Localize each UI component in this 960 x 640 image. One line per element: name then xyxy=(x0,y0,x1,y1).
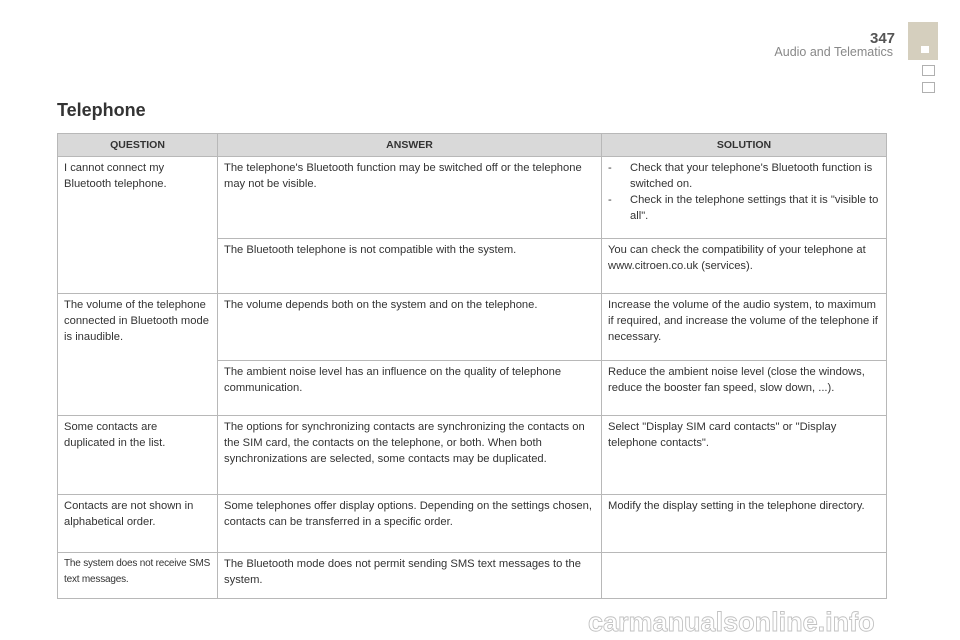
faq-table xyxy=(57,133,887,599)
watermark-text: carmanualsonline.info xyxy=(588,607,875,637)
chapter-tab[interactable] xyxy=(922,82,935,93)
question-cell: Some contacts are duplicated in the list. xyxy=(58,416,218,495)
answer-cell: The telephone's Bluetooth function may be switched off or the telephone may not be visible. xyxy=(218,157,602,239)
answer-cell: The ambient noise level has an influence on the quality of telephone communication. xyxy=(218,361,602,416)
chapter-tab-active[interactable] xyxy=(908,22,938,60)
answer-cell: Some telephones offer display options. Depending on the settings chosen, contacts can be transferred in a specific order. xyxy=(218,495,602,553)
table-row xyxy=(58,294,887,361)
column-header-solution: SOLUTION xyxy=(602,134,887,157)
answer-cell: The options for synchronizing contacts are synchronizing the contacts on the SIM card, the contacts on the telephone, or both. When both synchronizations are selected, some contacts may be duplicated. xyxy=(218,416,602,495)
answer-cell: The volume depends both on the system and on the telephone. xyxy=(218,294,602,361)
list-item: - Check that your telephone's Bluetooth function is switched on. xyxy=(608,162,873,190)
table-header-row xyxy=(58,134,887,157)
question-cell: I cannot connect my Bluetooth telephone. xyxy=(58,157,218,294)
solution-item-text: Check that your telephone's Bluetooth function is switched on. xyxy=(630,162,873,190)
table-row xyxy=(58,553,887,599)
column-header-answer: ANSWER xyxy=(218,134,602,157)
solution-cell: Reduce the ambient noise level (close the windows, reduce the booster fan speed, slow down, ...). xyxy=(602,361,887,416)
chapter-tab[interactable] xyxy=(922,65,935,76)
solution-cell: Increase the volume of the audio system, to maximum if required, and increase the volume of the telephone if necessary. xyxy=(602,294,887,361)
page-number: 347 xyxy=(870,30,896,47)
solution-cell: Select "Display SIM card contacts" or "Display telephone contacts". xyxy=(602,416,887,495)
answer-cell: The Bluetooth mode does not permit sending SMS text messages to the system. xyxy=(218,553,602,599)
question-cell: The volume of the telephone connected in Bluetooth mode is inaudible. xyxy=(58,294,218,416)
question-cell: The system does not receive SMS text messages. xyxy=(58,553,218,599)
section-label: Audio and Telematics xyxy=(774,45,893,59)
column-header-question: QUESTION xyxy=(58,134,218,157)
page-title: Telephone xyxy=(57,100,146,120)
table-row xyxy=(58,416,887,495)
table-row xyxy=(58,495,887,553)
solution-cell xyxy=(602,157,887,239)
solution-cell xyxy=(602,553,887,599)
solution-cell: Modify the display setting in the telephone directory. xyxy=(602,495,887,553)
solution-list xyxy=(608,160,880,224)
solution-cell: You can check the compatibility of your telephone at www.citroen.co.uk (services). xyxy=(602,239,887,294)
question-cell: Contacts are not shown in alphabetical order. xyxy=(58,495,218,553)
table-row xyxy=(58,157,887,239)
list-item: - Check in the telephone settings that it is "visible to all". xyxy=(608,194,879,222)
solution-item-text: Check in the telephone settings that it is "visible to all". xyxy=(630,194,879,222)
tab-marker-icon xyxy=(921,46,929,53)
answer-cell: The Bluetooth telephone is not compatible with the system. xyxy=(218,239,602,294)
